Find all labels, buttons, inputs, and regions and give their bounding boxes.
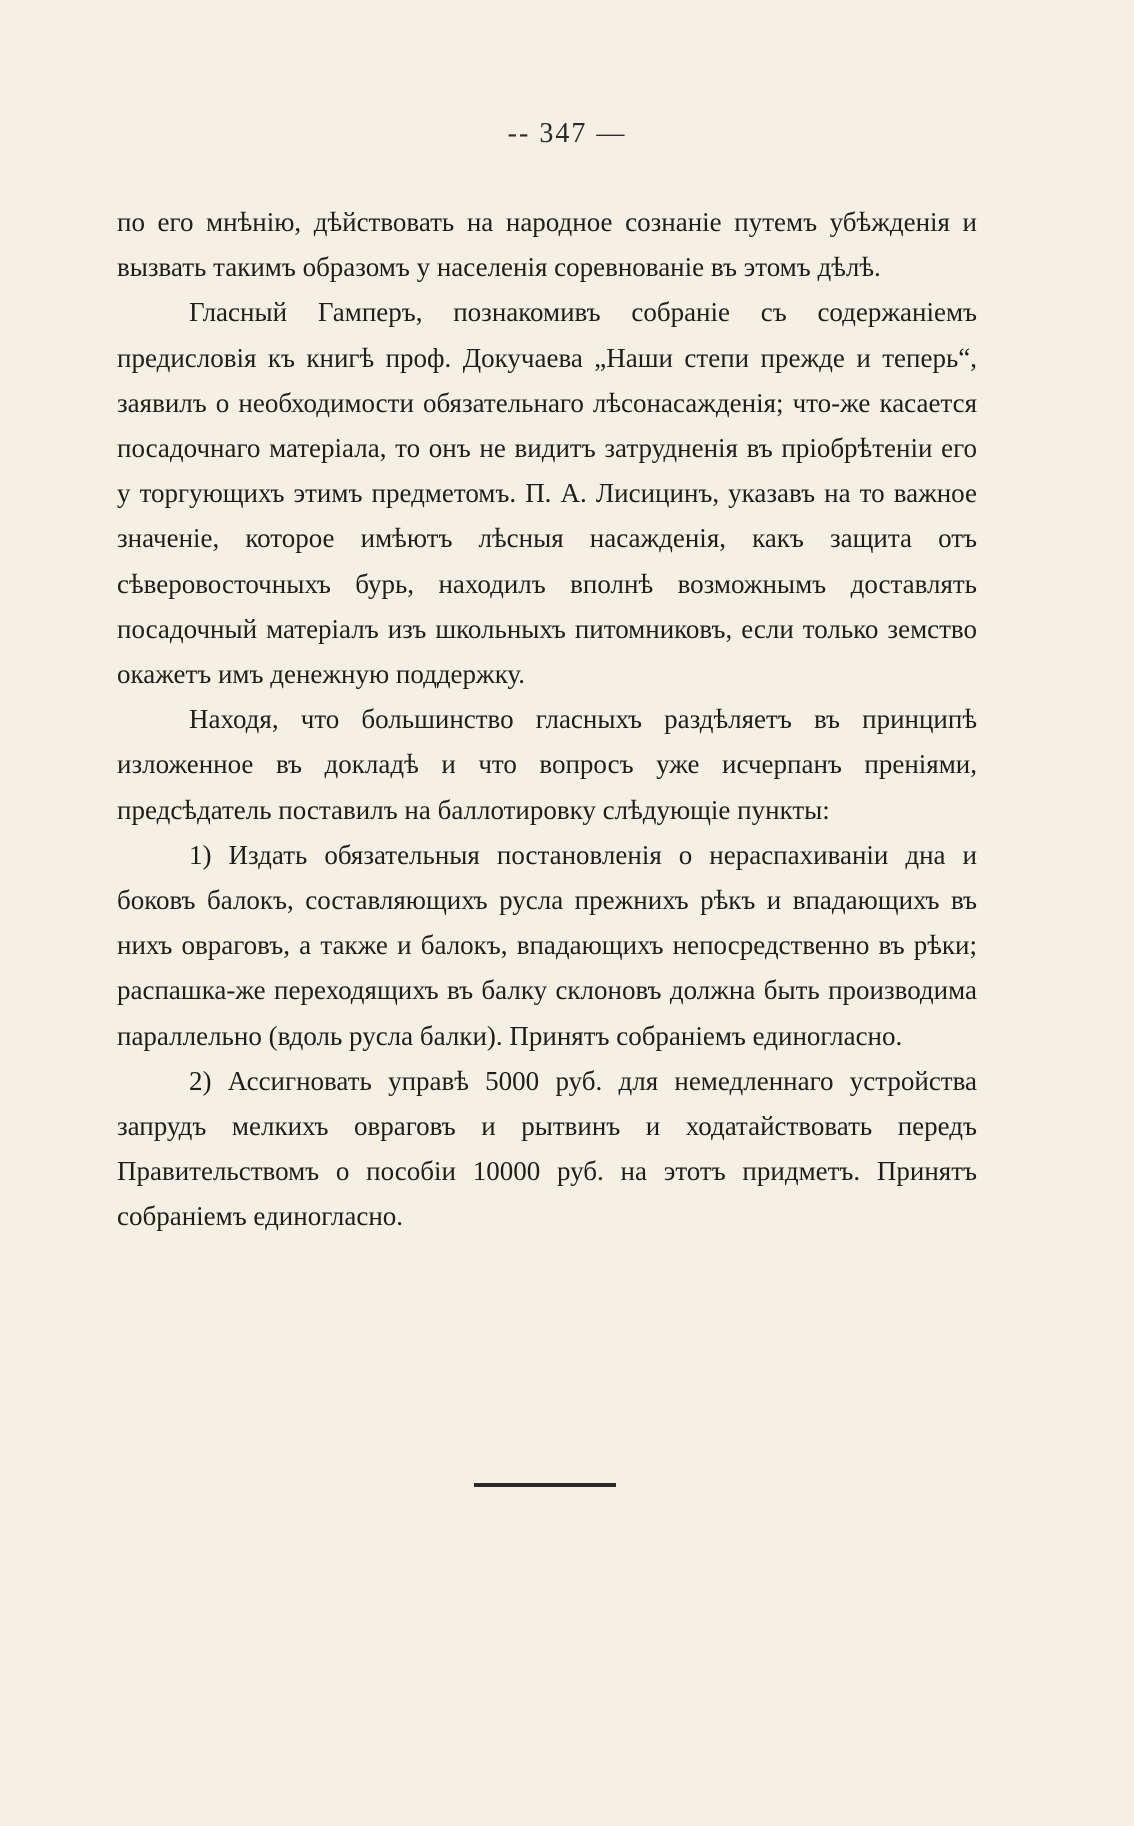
- body-text: [117, 200, 977, 1240]
- paragraph-chairman: Находя, что большинство гласныхъ раздѣляетъ въ принципѣ изложенное въ докладѣ и что вопросъ уже исчерпанъ преніями, предсѣдатель поставилъ на баллотировку слѣдующіе пункты:: [117, 704, 977, 825]
- paragraph-continuation: по его мнѣнію, дѣйствовать на народное сознаніе путемъ убѣжденія и вызвать такимъ образомъ у населенія соревнованіе въ этомъ дѣлѣ.: [117, 207, 977, 283]
- section-divider-rule: [474, 1483, 616, 1487]
- paragraph-item-2: 2) Ассигновать управѣ 5000 руб. для немедленнаго устройства запрудъ мелкихъ овраговъ и рытвинъ и ходатайствовать передъ Правительствомъ о пособіи 10000 руб. на этотъ придметъ. Принятъ собраніемъ единогласно.: [117, 1065, 977, 1232]
- paragraph-gamper: Гласный Гамперъ, познакомивъ собраніе съ содержаніемъ предисловія къ книгѣ проф. Докучаева „Наши степи прежде и теперь“, заявилъ о необходимости обязательнаго лѣсонасажденія; что-же касается посадочнаго матеріала, то онъ не видитъ затрудненія въ пріобрѣтеніи его у торгующихъ этимъ предметомъ. П. А. Лисицинъ, указавъ на то важное значеніе, которое имѣютъ лѣсныя насажденія, какъ защита отъ сѣверовосточныхъ бурь, находилъ вполнѣ возможнымъ доставлять посадочный матеріалъ изъ школьныхъ питомниковъ, если только земство окажетъ имъ денежную поддержку.: [117, 297, 977, 690]
- page-number: -- 347 —: [507, 118, 627, 149]
- paragraph-item-1: 1) Издать обязательныя постановленія о нераспахиваніи дна и боковъ балокъ, составляющихъ русла прежнихъ рѣкъ и впадающихъ въ нихъ овраговъ, а также и балокъ, впадающихъ непосредственно въ рѣки; распашка-же переходящихъ въ балку склоновъ должна быть производима параллельно (вдоль русла балки). Принятъ собраніемъ единогласно.: [117, 839, 977, 1051]
